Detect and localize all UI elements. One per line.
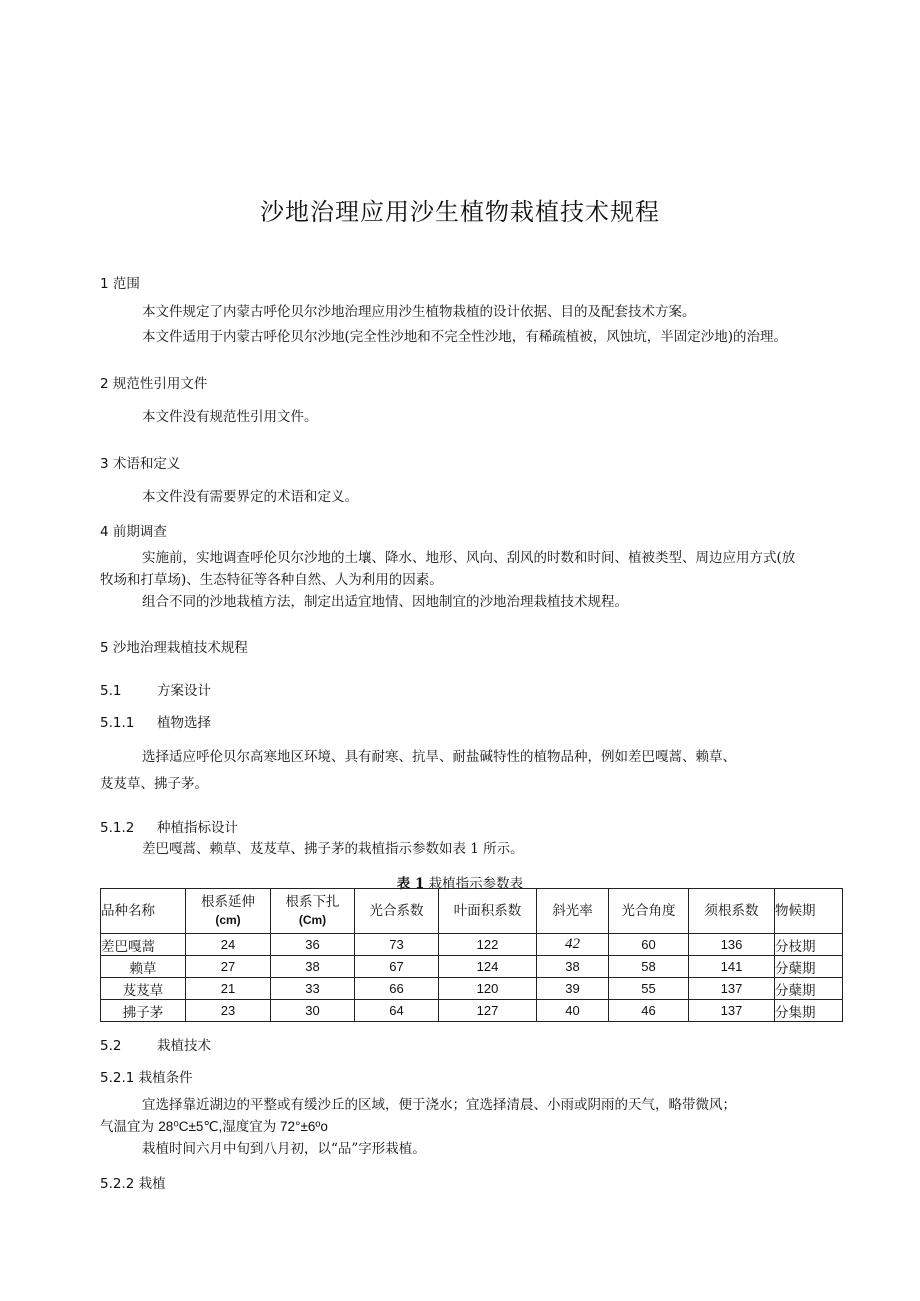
paragraph: 牧场和打草场)、生态特征等各种自然、人为利用的因素。: [100, 572, 443, 588]
section-number: 5.1: [100, 683, 122, 699]
table-cell: 差巴嘎蒿: [101, 934, 186, 956]
table-cell: 38: [271, 956, 355, 978]
table-row: [101, 978, 843, 1000]
section-label: 种植指标设计: [157, 820, 238, 836]
table-cell: 46: [609, 1000, 689, 1022]
paragraph: 差巴嘎蒿、赖草、芨芨草、拂子茅的栽植指示参数如表 1 所示。: [142, 841, 524, 857]
section-number: 5.1.2: [100, 820, 135, 836]
table-cell: 60: [609, 934, 689, 956]
climate-values: 28⁰C±5℃,湿度宜为 72°±6ºo: [158, 1119, 328, 1134]
paragraph: 栽植时间六月中旬到八月初，以“品”字形栽植。: [142, 1141, 426, 1157]
table-cell: 芨芨草: [101, 978, 186, 1000]
table-cell: 137: [689, 978, 775, 1000]
table-cell: 127: [439, 1000, 537, 1022]
table-cell: 66: [355, 978, 439, 1000]
table-cell: 42: [537, 934, 609, 956]
table-cell: 120: [439, 978, 537, 1000]
table-caption-number: 表 1: [396, 876, 425, 892]
table-cell: 141: [689, 956, 775, 978]
section-heading-5: 5 沙地治理栽植技术规程: [100, 640, 248, 656]
table-cell: 122: [439, 934, 537, 956]
table-row: [101, 956, 843, 978]
table-cell: 137: [689, 1000, 775, 1022]
table-cell: 64: [355, 1000, 439, 1022]
subsection-heading-5-2-2: 5.2.2 栽植: [100, 1176, 166, 1192]
column-header: 光合角度: [609, 889, 689, 934]
paragraph: 选择适应呼伦贝尔高寒地区环境、具有耐寒、抗旱、耐盐碱特性的植物品种，例如差巴嘎蒿、赖草、: [142, 749, 736, 765]
paragraph: 本文件没有规范性引用文件。: [142, 409, 318, 425]
paragraph: 芨芨草、拂子茅。: [100, 776, 208, 792]
table-cell: 拂子茅: [101, 1000, 186, 1022]
table-cell: 分枝期: [775, 934, 843, 956]
paragraph: 本文件适用于内蒙古呼伦贝尔沙地(完全性沙地和不完全性沙地，有稀疏植被，风蚀坑，半固定沙地)的治理。: [142, 329, 788, 345]
subsection-heading-5-2-1: 5.2.1 栽植条件: [100, 1070, 193, 1086]
table-cell: 36: [271, 934, 355, 956]
table-cell: 124: [439, 956, 537, 978]
section-label: 植物选择: [157, 715, 211, 731]
section-heading-1: 1 范围: [100, 276, 140, 292]
column-header: 品种名称: [101, 889, 186, 934]
paragraph: 本文件规定了内蒙古呼伦贝尔沙地治理应用沙生植物栽植的设计依据、目的及配套技术方案。: [142, 304, 696, 320]
table-cell: 赖草: [101, 956, 186, 978]
section-label: 方案设计: [157, 683, 211, 699]
column-header: 根系延伸 (cm): [186, 889, 271, 934]
section-heading-4: 4 前期调查: [100, 524, 167, 540]
table-cell: 分蘖期: [775, 978, 843, 1000]
subsection-heading-5-1: [100, 679, 211, 699]
table-cell: 55: [609, 978, 689, 1000]
table-cell: 136: [689, 934, 775, 956]
parameter-table: [100, 888, 843, 1022]
column-header: 光合系数: [355, 889, 439, 934]
table-cell: 24: [186, 934, 271, 956]
column-header: 物候期: [775, 889, 843, 934]
subsection-heading-5-1-2: [100, 816, 238, 836]
column-header: 叶面积系数: [439, 889, 537, 934]
subsection-heading-5-1-1: [100, 711, 211, 731]
table-cell: 分蘖期: [775, 956, 843, 978]
table-row: [101, 934, 843, 956]
paragraph: 本文件没有需要界定的术语和定义。: [142, 489, 358, 505]
table-row: [101, 1000, 843, 1022]
table-header-row: [101, 889, 843, 934]
table-cell: 39: [537, 978, 609, 1000]
table-cell: 58: [609, 956, 689, 978]
section-heading-2: 2 规范性引用文件: [100, 376, 208, 392]
column-header: 须根系数: [689, 889, 775, 934]
column-header: 斜光率: [537, 889, 609, 934]
table-cell: 40: [537, 1000, 609, 1022]
paragraph: 宜选择靠近湖边的平整或有缓沙丘的区域，便于浇水；宜选择清晨、小雨或阴雨的天气，略带微风；: [142, 1097, 736, 1113]
section-number: 5.1.1: [100, 715, 135, 731]
table-cell: 23: [186, 1000, 271, 1022]
page-title: 沙地治理应用沙生植物栽植技术规程: [260, 198, 660, 226]
section-label: 栽植技术: [157, 1038, 211, 1054]
table-cell: 21: [186, 978, 271, 1000]
subsection-heading-5-2: [100, 1034, 211, 1054]
table-cell: 分集期: [775, 1000, 843, 1022]
table-cell: 73: [355, 934, 439, 956]
table-caption-text: 栽植指示参数表: [424, 876, 524, 892]
table-cell: 38: [537, 956, 609, 978]
table-cell: 33: [271, 978, 355, 1000]
paragraph: 组合不同的沙地栽植方法，制定出适宜地情、因地制宜的沙地治理栽植技术规程。: [142, 594, 628, 610]
table-cell: 27: [186, 956, 271, 978]
paragraph: [100, 1116, 328, 1138]
column-header: 根系下扎 (Cm): [271, 889, 355, 934]
section-heading-3: 3 术语和定义: [100, 456, 181, 472]
table-cell: 30: [271, 1000, 355, 1022]
section-number: 5.2: [100, 1038, 122, 1054]
paragraph: 实施前，实地调查呼伦贝尔沙地的土壤、降水、地形、风向、刮风的时数和时间、植被类型、周边应用方式(放: [142, 550, 796, 566]
paragraph-text: 气温宜为: [100, 1119, 159, 1135]
table-cell: 67: [355, 956, 439, 978]
